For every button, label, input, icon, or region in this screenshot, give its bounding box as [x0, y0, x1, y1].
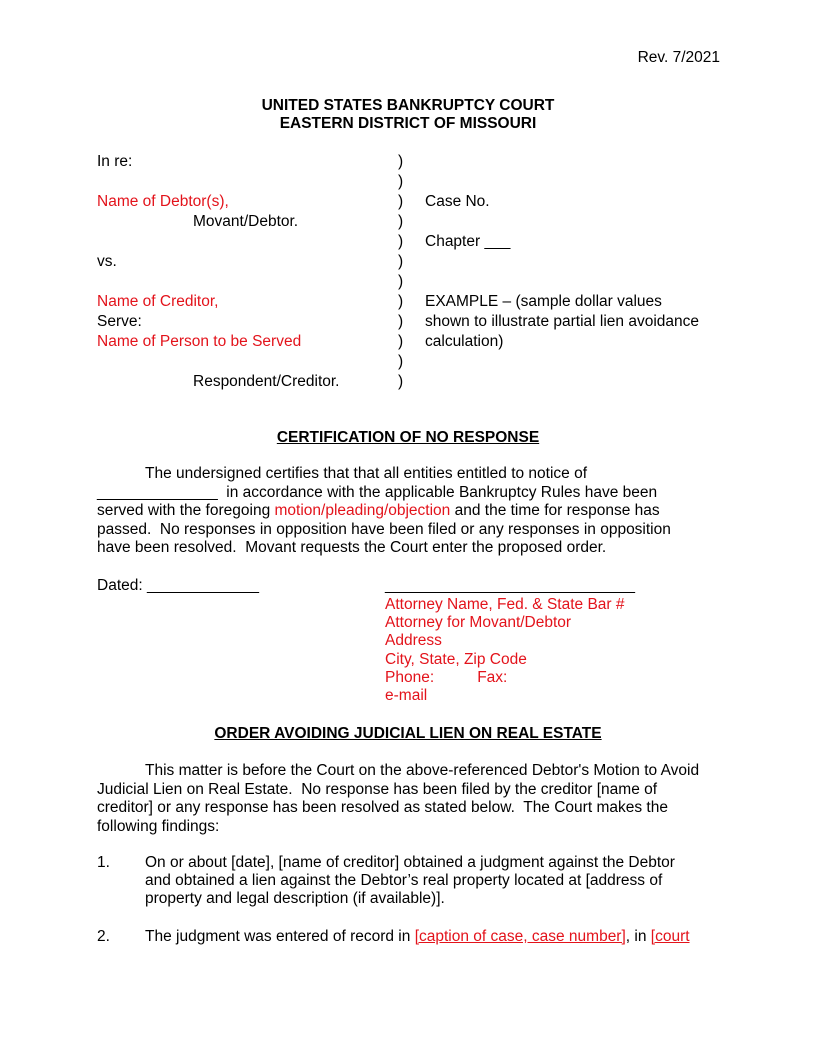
serve-label: Serve:	[97, 313, 142, 330]
finding-text: , in	[625, 928, 651, 945]
attorney-city: City, State, Zip Code	[385, 651, 527, 668]
caption-paren: )	[398, 233, 404, 250]
court-name: UNITED STATES BANKRUPTCY COURT	[261, 97, 555, 114]
signature-line: _____________________________	[385, 577, 635, 594]
dated-line: Dated: _____________	[97, 577, 260, 594]
vs-label: vs.	[97, 253, 117, 270]
court-placeholder: [court	[650, 928, 690, 945]
caption-paren: )	[398, 153, 404, 170]
order-heading: ORDER AVOIDING JUDICIAL LIEN ON REAL ESTATE	[214, 725, 602, 742]
example-note: shown to illustrate partial lien avoidance	[425, 313, 699, 330]
order-line: Judicial Lien on Real Estate. No response has been filed by the creditor [name of	[97, 781, 658, 798]
attorney-address: Address	[385, 632, 442, 649]
caption-paren: )	[398, 353, 404, 370]
finding-line: and obtained a lien against the Debtor’s real property located at [address of	[145, 872, 663, 889]
attorney-email: e-mail	[385, 687, 428, 704]
cert-line	[97, 502, 660, 520]
cert-text: served with the foregoing	[97, 502, 275, 519]
person-served: Name of Person to be Served	[97, 333, 302, 350]
revision-label: Rev. 7/2021	[637, 49, 720, 66]
respondent-label: Respondent/Creditor.	[193, 373, 340, 390]
example-note: EXAMPLE – (sample dollar values	[425, 293, 662, 310]
caption-paren: )	[398, 333, 404, 350]
creditor-name: Name of Creditor,	[97, 293, 219, 310]
finding-text: The judgment was entered of record in	[145, 928, 415, 945]
caption-paren: )	[398, 293, 404, 310]
cert-line: passed. No responses in opposition have been filed or any responses in opposition	[97, 521, 671, 538]
example-note: calculation)	[425, 333, 504, 350]
finding-number: 2.	[97, 928, 110, 945]
chapter: Chapter ___	[425, 233, 511, 250]
debtor-name: Name of Debtor(s),	[97, 193, 229, 210]
cert-text: and the time for response has	[450, 502, 660, 519]
cert-line: ______________ in accordance with the applicable Bankruptcy Rules have been	[97, 484, 658, 501]
cert-line: have been resolved. Movant requests the Court enter the proposed order.	[97, 539, 607, 556]
caption-paren: )	[398, 373, 404, 390]
caption-paren: )	[398, 193, 404, 210]
order-line: creditor] or any response has been resolved as stated below. The Court makes the	[97, 799, 668, 816]
caption-paren: )	[398, 273, 404, 290]
court-district: EASTERN DISTRICT OF MISSOURI	[279, 115, 537, 132]
finding-line	[145, 928, 690, 946]
finding-line: property and legal description (if available)].	[145, 890, 445, 907]
order-line: This matter is before the Court on the above-referenced Debtor's Motion to Avoid	[145, 762, 700, 779]
caption-paren: )	[398, 173, 404, 190]
pleading-type: motion/pleading/objection	[274, 502, 451, 519]
finding-number: 1.	[97, 854, 110, 871]
attorney-name: Attorney Name, Fed. & State Bar #	[385, 596, 625, 613]
attorney-phone-fax: Phone: Fax:	[385, 669, 508, 686]
attorney-role: Attorney for Movant/Debtor	[385, 614, 572, 631]
caption-paren: )	[398, 213, 404, 230]
caption-paren: )	[398, 313, 404, 330]
cert-line: The undersigned certifies that that all entities entitled to notice of	[145, 465, 588, 482]
in-re: In re:	[97, 153, 133, 170]
finding-line: On or about [date], [name of creditor] obtained a judgment against the Debtor	[145, 854, 675, 871]
case-caption-placeholder: [caption of case, case number]	[414, 928, 626, 945]
certification-heading: CERTIFICATION OF NO RESPONSE	[276, 429, 540, 446]
case-number: Case No.	[425, 193, 490, 210]
order-line: following findings:	[97, 818, 220, 835]
caption-paren: )	[398, 253, 404, 270]
movant-label: Movant/Debtor.	[193, 213, 299, 230]
